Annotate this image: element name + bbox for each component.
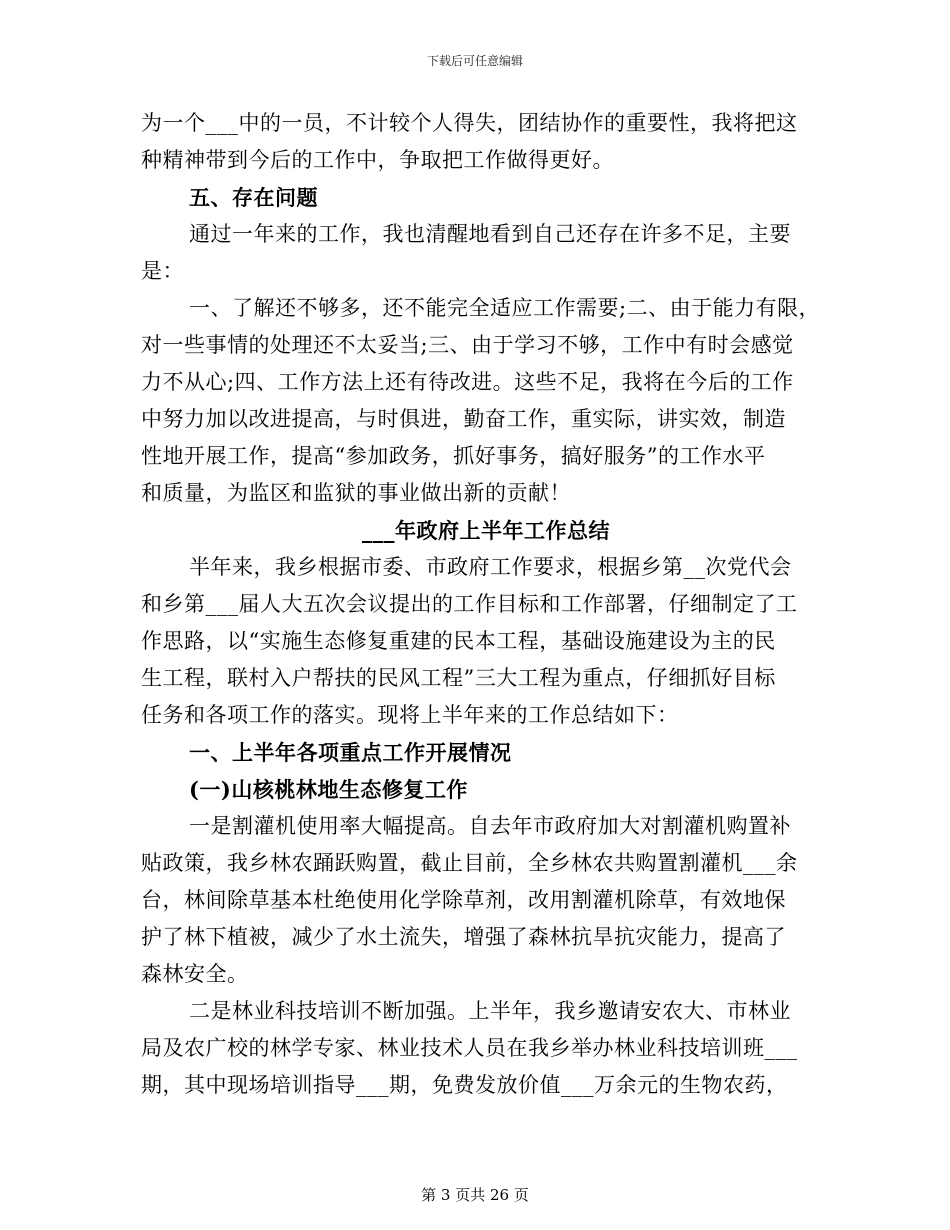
text-line: 和质量，为监区和监狱的事业做出新的贡献！ [141, 481, 571, 505]
text-line: 任务和各项工作的落实。现将上半年来的工作总结如下： [141, 703, 679, 727]
text-line: 护了林下植被，减少了水土流失，增强了森林抗旱抗灾能力，提高了 [141, 925, 786, 949]
text-line: 森林安全。 [141, 962, 249, 986]
document-title: ___年政府上半年工作总结 [362, 518, 610, 543]
text-line: 台，林间除草基本杜绝使用化学除草剂，改用割灌机除草，有效地保 [141, 888, 786, 912]
text-line: 性地开展工作，提高“参加政务，抓好事务，搞好服务”的工作水平 [141, 444, 766, 468]
text-line: 二是林业科技培训不断加强。上半年，我乡邀请安农大、市林业 [189, 999, 791, 1023]
text-line: 半年来，我乡根据市委、市政府工作要求，根据乡第__次党代会 [189, 555, 792, 579]
text-line: 期，其中现场培训指导___期，免费发放价值___万余元的生物农药， [141, 1073, 788, 1097]
section-heading: 一、上半年各项重点工作开展情况 [189, 740, 512, 765]
text-line: 作思路，以“实施生态修复重建的民本工程，基础设施建设为主的民 [141, 629, 776, 653]
text-line: 种精神带到今后的工作中，争取把工作做得更好。 [141, 148, 614, 172]
text-line: 为一个___中的一员，不计较个人得失，团结协作的重要性，我将把这 [141, 111, 798, 135]
text-line: 贴政策，我乡林农踊跃购置，截止目前，全乡林农共购置割灌机___余 [141, 851, 798, 875]
page-header: 下载后可任意编辑 [426, 54, 523, 68]
page-footer: 第 3 页共 26 页 [421, 1186, 529, 1204]
document-body [141, 105, 831, 1104]
text-line: 对一些事情的处理还不太妥当;三、由于学习不够，工作中有时会感觉 [141, 333, 794, 357]
section-heading: 五、存在问题 [189, 185, 318, 210]
text-line: 是： [141, 259, 184, 283]
text-line: 和乡第___届人大五次会议提出的工作目标和工作部署，仔细制定了工 [141, 592, 798, 616]
text-line: 局及农广校的林学专家、林业技术人员在我乡举办林业科技培训班___ [141, 1036, 798, 1060]
text-line: 力不从心;四、工作方法上还有待改进。这些不足，我将在今后的工作 [141, 370, 794, 394]
subsection-heading: (一)山核桃林地生态修复工作 [189, 777, 468, 802]
text-line: 通过一年来的工作，我也清醒地看到自己还存在许多不足，主要 [189, 222, 791, 246]
text-line: 生工程，联村入户帮扶的民风工程”三大工程为重点，仔细抓好目标 [141, 666, 776, 690]
text-line: 中努力加以改进提高，与时俱进，勤奋工作，重实际，讲实效，制造 [141, 407, 786, 431]
text-line: 一、了解还不够多，还不能完全适应工作需要;二、由于能力有限， [189, 296, 821, 320]
text-line: 一是割灌机使用率大幅提高。自去年市政府加大对割灌机购置补 [189, 814, 791, 838]
